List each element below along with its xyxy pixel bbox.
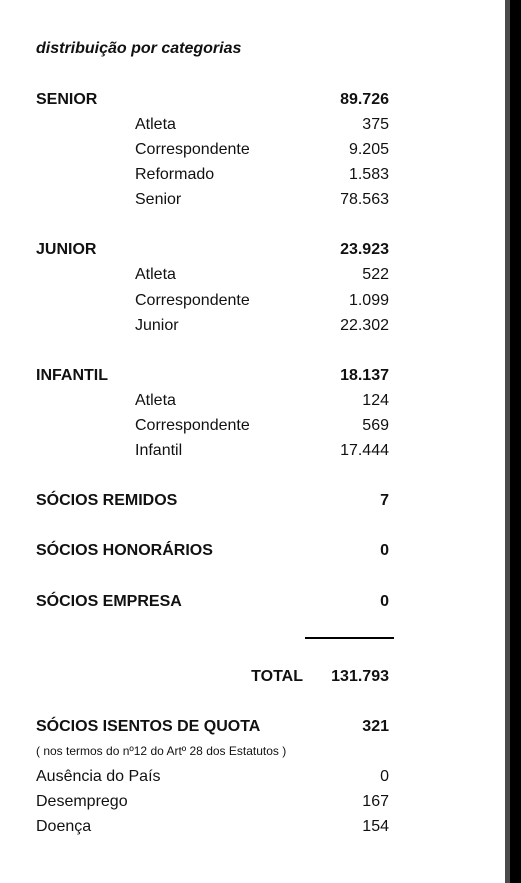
subcategory-value: 522 xyxy=(362,266,389,283)
exemption-label: Desemprego xyxy=(36,793,128,810)
total-value: 131.793 xyxy=(331,668,389,685)
subcategory-row xyxy=(36,139,389,161)
subcategory-value: 78.563 xyxy=(340,191,389,208)
exemption-row xyxy=(36,791,389,813)
subcategory-label: Correspondente xyxy=(135,141,250,158)
category-total: 18.137 xyxy=(340,367,389,384)
subcategory-label: Senior xyxy=(135,191,182,208)
category-total: 0 xyxy=(380,593,389,610)
subcategory-label: Atleta xyxy=(135,392,176,409)
subcategory-row xyxy=(36,164,389,186)
subcategory-label: Atleta xyxy=(135,266,176,283)
category-row-infantil xyxy=(36,365,389,387)
total-label: TOTAL xyxy=(251,668,303,685)
subcategory-label: Junior xyxy=(135,317,179,334)
subcategory-row xyxy=(36,315,389,337)
subcategory-row xyxy=(36,114,389,136)
total-row xyxy=(36,666,389,688)
subcategory-row xyxy=(36,440,389,462)
subcategory-label: Reformado xyxy=(135,166,215,183)
subcategory-label: Atleta xyxy=(135,116,176,133)
category-label: SENIOR xyxy=(36,91,98,108)
category-row-junior xyxy=(36,239,389,261)
exemption-value: 0 xyxy=(380,768,389,785)
category-row-empresa xyxy=(36,591,389,613)
category-row-honorarios xyxy=(36,540,389,562)
exemption-value: 154 xyxy=(362,818,389,835)
exemption-row xyxy=(36,816,389,838)
subcategory-label: Correspondente xyxy=(135,292,250,309)
total-divider xyxy=(305,637,394,639)
subcategory-value: 124 xyxy=(362,392,389,409)
exemption-row xyxy=(36,766,389,788)
page-edge-shadow xyxy=(505,0,510,883)
subcategory-label: Infantil xyxy=(135,442,183,459)
subcategory-value: 22.302 xyxy=(340,317,389,334)
category-total: 0 xyxy=(380,542,389,559)
category-row-senior xyxy=(36,89,389,111)
subcategory-value: 569 xyxy=(362,417,389,434)
subcategory-row xyxy=(36,189,389,211)
category-label: SÓCIOS EMPRESA xyxy=(36,593,182,610)
subcategory-value: 1.583 xyxy=(348,166,389,183)
category-row-remidos xyxy=(36,490,389,512)
exemption-label: Doença xyxy=(36,818,92,835)
category-label: SÓCIOS HONORÁRIOS xyxy=(36,542,213,559)
category-total: 7 xyxy=(380,492,389,509)
category-total: 23.923 xyxy=(340,241,389,258)
exemption-value: 167 xyxy=(362,793,389,810)
subcategory-value: 9.205 xyxy=(348,141,389,158)
subcategory-row xyxy=(36,290,389,312)
subcategory-value: 375 xyxy=(362,116,389,133)
category-label: JUNIOR xyxy=(36,241,97,258)
subcategory-row xyxy=(36,415,389,437)
exemption-label: Ausência do País xyxy=(36,768,161,785)
subcategory-value: 1.099 xyxy=(348,292,389,309)
subcategory-row xyxy=(36,390,389,412)
isentos-note: ( nos termos do nº12 do Artº 28 dos Estatutos ) xyxy=(36,744,287,758)
subcategory-row xyxy=(36,264,389,286)
section-heading: distribuição por categorias xyxy=(36,40,242,57)
category-total: 321 xyxy=(362,718,389,735)
category-label: SÓCIOS REMIDOS xyxy=(36,492,178,509)
category-label: INFANTIL xyxy=(36,367,108,384)
subcategory-label: Correspondente xyxy=(135,417,250,434)
category-total: 89.726 xyxy=(340,91,389,108)
category-row-isentos xyxy=(36,716,389,738)
category-label: SÓCIOS ISENTOS DE QUOTA xyxy=(36,718,261,735)
subcategory-value: 17.444 xyxy=(340,442,389,459)
